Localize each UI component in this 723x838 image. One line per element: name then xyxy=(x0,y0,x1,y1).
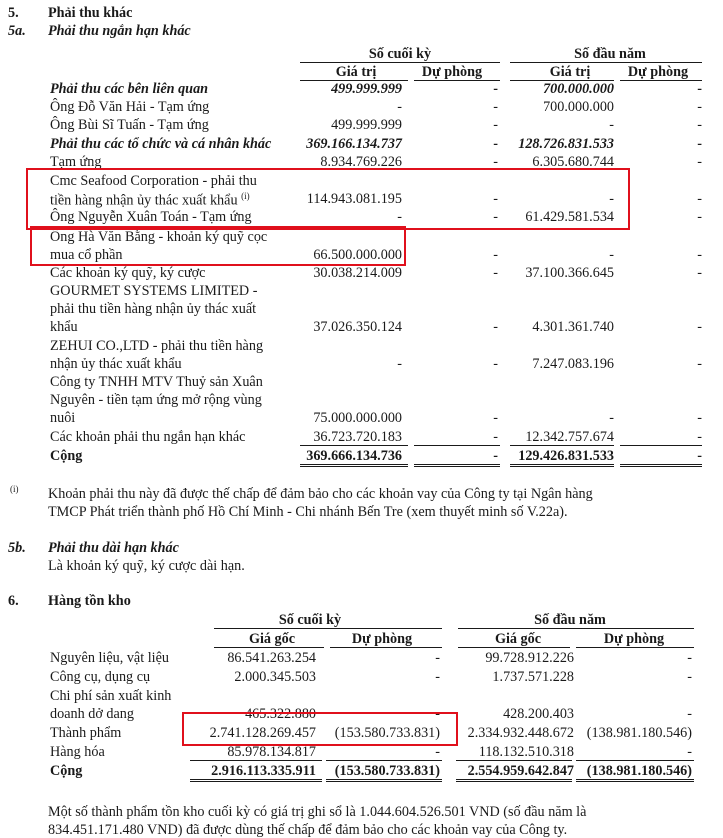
total-rule xyxy=(576,779,694,780)
row-provision-end: - xyxy=(493,265,498,281)
row-value-begin: 128.726.831.533 xyxy=(518,136,614,152)
col-provision-begin: Dự phòng xyxy=(627,64,689,80)
total-rule xyxy=(456,781,572,782)
row-provision-begin: - xyxy=(687,744,692,760)
header-end-of-period: Số cuối kỳ xyxy=(278,612,342,628)
col-cost-begin: Giá gốc xyxy=(494,631,542,647)
row-provision-end: - xyxy=(493,99,498,115)
total-rule xyxy=(326,779,442,780)
footnote-line1: Khoản phải thu này đã được thế chấp để đảm bảo cho các khoản vay của Công ty tại Ngân hàng xyxy=(48,486,593,502)
total-provision-begin: (138.981.180.546) xyxy=(586,763,692,779)
row-provision-end: - xyxy=(493,117,498,133)
total-value-end: 369.666.134.736 xyxy=(306,448,402,464)
row-provision-end: - xyxy=(493,247,498,263)
col-value-begin: Giá trị xyxy=(549,64,591,80)
subtotal-rule xyxy=(620,445,702,446)
total-rule xyxy=(456,779,572,780)
row-provision-end: - xyxy=(493,136,498,152)
row-label-line2: mua cổ phần xyxy=(50,247,123,263)
row-provision-end: - xyxy=(493,154,498,170)
row-value-end: 369.166.134.737 xyxy=(306,136,402,152)
row-cost-begin: 1.737.571.228 xyxy=(492,669,574,685)
total-cost-end: 2.916.113.335.911 xyxy=(211,763,316,779)
row-label-line2: Nguyên - tiền tạm ứng mở rộng vùng xyxy=(50,392,262,408)
row-provision-end: - xyxy=(493,410,498,426)
col-provision-begin: Dự phòng xyxy=(603,631,665,647)
subtotal-rule xyxy=(414,445,500,446)
row-provision-begin: - xyxy=(687,669,692,685)
row-value-end: 37.026.350.124 xyxy=(313,319,402,335)
total-label: Cộng xyxy=(50,763,83,779)
row-label: Ông Nguyễn Xuân Toán - Tạm ứng xyxy=(50,209,252,225)
row-provision-begin: - xyxy=(697,209,702,225)
row-provision-begin: - xyxy=(697,154,702,170)
section-6-number: 6. xyxy=(8,593,19,609)
row-provision-begin: - xyxy=(697,117,702,133)
row-value-end: 75.000.000.000 xyxy=(313,410,402,426)
row-provision-end: (153.580.733.831) xyxy=(334,725,440,741)
row-value-end: 30.038.214.009 xyxy=(313,265,402,281)
row-label-line1: GOURMET SYSTEMS LIMITED - xyxy=(50,283,258,299)
total-rule xyxy=(620,466,702,467)
footnote-marker: (i) xyxy=(10,484,19,494)
header-rule xyxy=(620,80,702,81)
row-value-end: 114.943.081.195 xyxy=(306,191,402,207)
row-label-line2: tiền hàng nhận ủy thác xuất khẩu $^{(i)}$ xyxy=(50,191,250,209)
row-provision-begin: - xyxy=(687,650,692,666)
row-cost-begin: 118.132.510.318 xyxy=(478,744,574,760)
row-value-begin: - xyxy=(609,117,614,133)
highlight-box xyxy=(26,168,630,230)
row-label: Ông Đỗ Văn Hải - Tạm ứng xyxy=(50,99,210,115)
total-rule xyxy=(510,466,614,467)
header-rule xyxy=(414,80,500,81)
row-provision-begin: - xyxy=(697,356,702,372)
row-provision-end: - xyxy=(435,669,440,685)
highlight-box xyxy=(30,226,406,266)
row-provision-end: - xyxy=(435,650,440,666)
row-provision-begin: - xyxy=(697,191,702,207)
row-cost-end: 2.741.128.269.457 xyxy=(209,725,316,741)
total-provision-end: (153.580.733.831) xyxy=(334,763,440,779)
total-provision-end: - xyxy=(493,448,498,464)
header-end-of-period: Số cuối kỳ xyxy=(368,46,432,62)
row-provision-end: - xyxy=(493,429,498,445)
row-value-end: - xyxy=(397,356,402,372)
row-label: Công cụ, dụng cụ xyxy=(50,669,151,685)
col-provision-end: Dự phòng xyxy=(421,64,483,80)
header-rule xyxy=(458,628,694,629)
row-cost-end: 465.322.880 xyxy=(245,706,316,722)
header-rule xyxy=(510,62,702,63)
section-5-title: Phải thu khác xyxy=(48,5,133,21)
subtotal-rule xyxy=(300,445,408,446)
row-label: Phải thu các bên liên quan xyxy=(50,81,209,97)
subtotal-rule xyxy=(510,445,614,446)
row-label-line3: nuôi xyxy=(50,410,76,426)
total-rule xyxy=(414,466,500,467)
row-value-begin: - xyxy=(609,410,614,426)
total-rule xyxy=(190,779,322,780)
section-5b-title: Phải thu dài hạn khác xyxy=(48,540,179,556)
row-label-line3: khẩu xyxy=(50,319,78,335)
row-label-line1: Ông Hà Văn Bằng - khoản ký quỹ cọc xyxy=(50,229,268,245)
highlight-box xyxy=(182,712,458,746)
row-label: Nguyên liệu, vật liệu xyxy=(50,650,169,666)
total-label: Cộng xyxy=(50,448,83,464)
row-label-line1: Chi phí sản xuất kinh xyxy=(50,688,172,704)
section-5-number: 5. xyxy=(8,5,19,21)
row-provision-begin: - xyxy=(697,265,702,281)
row-label: Thành phẩm xyxy=(50,725,122,741)
row-cost-end: 86.541.263.254 xyxy=(227,650,316,666)
row-value-begin: 61.429.581.534 xyxy=(525,209,614,225)
row-value-begin: 700.000.000 xyxy=(543,99,614,115)
row-label-line1: Công ty TNHH MTV Thuỷ sản Xuân xyxy=(50,374,263,390)
row-cost-end: 2.000.345.503 xyxy=(234,669,316,685)
row-provision-begin: - xyxy=(697,81,702,97)
total-rule xyxy=(510,464,614,465)
row-value-end: 499.999.999 xyxy=(331,81,402,97)
header-beginning-of-year: Số đầu năm xyxy=(574,46,646,62)
total-provision-begin: - xyxy=(697,448,702,464)
row-label: Hàng hóa xyxy=(50,744,105,760)
subtotal-rule xyxy=(326,760,442,761)
header-rule xyxy=(576,647,694,648)
total-rule xyxy=(414,464,500,465)
row-provision-end: - xyxy=(435,706,440,722)
row-label-line2: phải thu tiền hàng nhận ủy thác xuất xyxy=(50,301,257,317)
row-label-line2: doanh dở dang xyxy=(50,706,134,722)
row-provision-begin: - xyxy=(697,319,702,335)
row-provision-end: - xyxy=(493,319,498,335)
row-value-begin: 700.000.000 xyxy=(543,81,614,97)
row-value-end: - xyxy=(397,99,402,115)
total-rule xyxy=(300,464,408,465)
total-value-begin: 129.426.831.533 xyxy=(518,448,614,464)
row-cost-begin: 2.334.932.448.672 xyxy=(467,725,574,741)
col-provision-end: Dự phòng xyxy=(351,631,413,647)
row-provision-begin: - xyxy=(697,99,702,115)
header-rule xyxy=(458,647,570,648)
row-cost-begin: 99.728.912.226 xyxy=(485,650,574,666)
row-provision-end: - xyxy=(493,81,498,97)
header-rule xyxy=(300,62,500,63)
subtotal-rule xyxy=(190,760,322,761)
row-value-begin: - xyxy=(609,191,614,207)
row-value-begin: - xyxy=(609,247,614,263)
subtotal-rule xyxy=(456,760,572,761)
row-provision-begin: - xyxy=(697,429,702,445)
total-rule xyxy=(576,781,694,782)
row-provision-end: - xyxy=(435,744,440,760)
row-cost-end: 85.978.134.817 xyxy=(227,744,316,760)
row-provision-end: - xyxy=(493,191,498,207)
header-rule xyxy=(330,647,442,648)
row-label: Các khoản phải thu ngắn hạn khác xyxy=(50,429,246,445)
col-cost-end: Giá gốc xyxy=(248,631,296,647)
section-6-title: Hàng tồn kho xyxy=(48,593,131,609)
row-label: Tạm ứng xyxy=(50,154,102,170)
footer-line1: Một số thành phẩm tồn kho cuối kỳ có giá trị ghi sổ là 1.044.604.526.501 VND (số đầu năm là xyxy=(48,804,587,820)
row-value-end: 8.934.769.226 xyxy=(320,154,402,170)
footer-line2: 834.451.171.480 VND) đã được dùng thế chấp để đảm bảo cho các khoản vay của Công ty. xyxy=(48,822,568,838)
row-value-end: - xyxy=(397,209,402,225)
section-5b-number: 5b. xyxy=(8,540,26,556)
row-value-begin: 6.305.680.744 xyxy=(532,154,614,170)
row-value-end: 499.999.999 xyxy=(331,117,402,133)
row-provision-begin: - xyxy=(687,706,692,722)
row-label-line1: Cmc Seafood Corporation - phải thu xyxy=(50,173,257,189)
row-value-begin: 37.100.366.645 xyxy=(525,265,614,281)
section-5a-title: Phải thu ngắn hạn khác xyxy=(48,23,191,39)
header-rule xyxy=(214,628,442,629)
row-provision-begin: (138.981.180.546) xyxy=(586,725,692,741)
section-5b-text: Là khoản ký quỹ, ký cược dài hạn. xyxy=(48,558,245,574)
header-rule xyxy=(214,647,324,648)
row-value-begin: 4.301.361.740 xyxy=(532,319,614,335)
total-rule xyxy=(620,464,702,465)
subtotal-rule xyxy=(576,760,694,761)
footnote-line2: TMCP Phát triển thành phố Hồ Chí Minh - Chi nhánh Bến Tre (xem thuyết minh số V.22a). xyxy=(48,504,568,520)
row-label-line2: nhận ủy thác xuất khẩu xyxy=(50,356,182,372)
row-cost-begin: 428.200.403 xyxy=(503,706,574,722)
row-label: Ông Bùi Sĩ Tuấn - Tạm ứng xyxy=(50,117,209,133)
section-5a-number: 5a. xyxy=(8,23,26,39)
row-value-begin: 12.342.757.674 xyxy=(525,429,614,445)
row-provision-begin: - xyxy=(697,410,702,426)
row-value-end: 66.500.000.000 xyxy=(313,247,402,263)
total-rule xyxy=(326,781,442,782)
total-rule xyxy=(190,781,322,782)
row-provision-begin: - xyxy=(697,247,702,263)
row-provision-end: - xyxy=(493,209,498,225)
footnote-marker: (i) xyxy=(241,191,250,201)
row-value-begin: 7.247.083.196 xyxy=(532,356,614,372)
total-cost-begin: 2.554.959.642.847 xyxy=(467,763,574,779)
row-value-end: 36.723.720.183 xyxy=(313,429,402,445)
row-provision-end: - xyxy=(493,356,498,372)
row-label: Các khoản ký quỹ, ký cược xyxy=(50,265,206,281)
row-label-line1: ZEHUI CO.,LTD - phải thu tiền hàng xyxy=(50,338,264,354)
row-label: Phải thu các tổ chức và cá nhân khác xyxy=(50,136,272,152)
row-provision-begin: - xyxy=(697,136,702,152)
col-value-end: Giá trị xyxy=(335,64,377,80)
total-rule xyxy=(300,466,408,467)
header-beginning-of-year: Số đầu năm xyxy=(534,612,606,628)
